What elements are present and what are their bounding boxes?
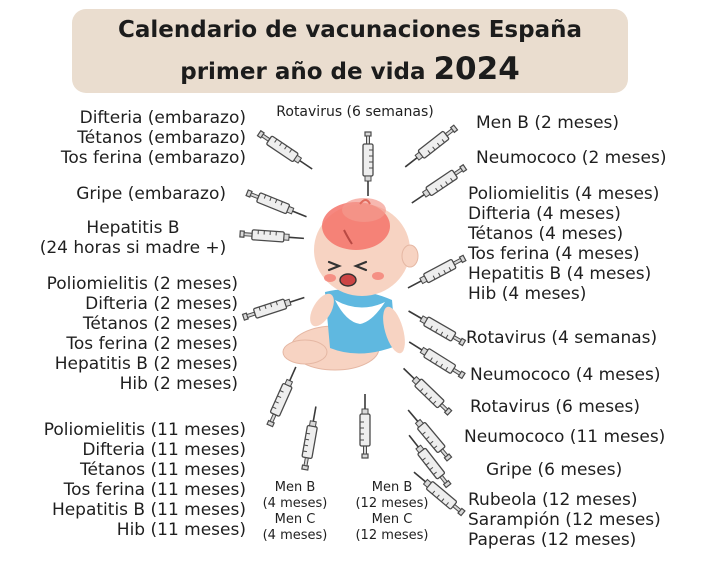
syringe-icon <box>360 394 370 458</box>
label-line: Men C <box>371 512 413 527</box>
title-subtitle: primer año de vida <box>180 59 426 85</box>
label-line: Tétanos (4 meses) <box>468 224 624 244</box>
label-line: Men C <box>274 512 316 527</box>
label-line: Hib (11 meses) <box>116 520 246 540</box>
label-line: Difteria (11 meses) <box>82 440 246 460</box>
syringe-icon <box>265 365 300 428</box>
label-neumococo-11-meses: Neumococo (11 meses) <box>464 427 666 447</box>
label-line: Poliomielitis (2 meses) <box>46 274 238 294</box>
label-line: (4 meses) <box>262 496 328 511</box>
syringe-icon <box>300 406 321 471</box>
label-line: Difteria (2 meses) <box>85 294 238 314</box>
label-line: Difteria (embarazo) <box>79 108 246 128</box>
label-rotavirus-6-meses: Rotavirus (6 meses) <box>470 397 641 417</box>
syringe-icon <box>256 129 315 173</box>
label-line: Tos ferina (11 meses) <box>63 480 246 500</box>
syringe-icon <box>242 293 306 322</box>
label-group-12-meses <box>468 490 661 550</box>
label-line: Men B <box>371 480 413 495</box>
label-line: Rubeola (12 meses) <box>468 490 638 510</box>
label-line: (4 meses) <box>262 528 328 543</box>
label-line: Tos ferina (embarazo) <box>60 148 246 168</box>
label-group-11-meses <box>10 420 246 540</box>
label-group-embarazo <box>20 108 246 168</box>
title-year: 2024 <box>433 51 520 87</box>
syringe-icon <box>406 307 466 348</box>
label-line: Tétanos (embarazo) <box>77 128 246 148</box>
label-line: (24 horas si madre +) <box>39 238 227 258</box>
label-line: Tos ferina (4 meses) <box>468 244 640 264</box>
label-line: Sarampión (12 meses) <box>468 510 661 530</box>
label-neumococo-2-meses: Neumococo (2 meses) <box>476 148 667 168</box>
label-hepatitis-b-24h <box>20 218 246 258</box>
label-gripe-embarazo: Gripe (embarazo) <box>76 184 226 204</box>
label-line: Hib (4 meses) <box>468 284 587 304</box>
syringe-icon <box>363 132 373 196</box>
label-group-4-meses <box>468 184 659 304</box>
label-line: Hepatitis B (4 meses) <box>468 264 652 284</box>
label-line: Tos ferina (2 meses) <box>66 334 238 354</box>
label-line: Paperas (12 meses) <box>468 530 637 550</box>
label-line: Men B <box>274 480 316 495</box>
label-men-12-meses <box>344 480 440 544</box>
syringe-icon <box>245 188 308 221</box>
label-line: Hepatitis B (2 meses) <box>54 354 238 374</box>
label-gripe-6-meses: Gripe (6 meses) <box>486 460 623 480</box>
label-group-2-meses <box>20 274 238 394</box>
syringe-icon <box>409 163 468 207</box>
label-line: Hepatitis B (11 meses) <box>51 500 246 520</box>
label-line: Tétanos (11 meses) <box>80 460 246 480</box>
label-line: Hib (2 meses) <box>119 374 238 394</box>
label-rotavirus-6-semanas: Rotavirus (6 semanas) <box>276 104 434 120</box>
syringe-icon <box>402 124 459 171</box>
label-neumococo-4-meses: Neumococo (4 meses) <box>470 365 661 385</box>
syringe-icon <box>400 365 453 417</box>
label-rotavirus-4-semanas: Rotavirus (4 semanas) <box>466 328 658 348</box>
label-line: Difteria (4 meses) <box>468 204 621 224</box>
label-line: (12 meses) <box>355 528 429 543</box>
label-men-b-2-meses: Men B (2 meses) <box>476 113 620 133</box>
title-line-1: Calendario de vacunaciones España <box>117 17 583 43</box>
label-line: Poliomielitis (4 meses) <box>468 184 660 204</box>
label-line: (12 meses) <box>355 496 429 511</box>
label-men-4-meses <box>252 480 338 544</box>
label-line: Tétanos (2 meses) <box>82 314 238 334</box>
label-line: Hepatitis B <box>86 218 180 238</box>
syringe-icon <box>240 229 305 243</box>
label-line: Poliomielitis (11 meses) <box>43 420 246 440</box>
crying-baby-illustration <box>283 198 418 370</box>
syringe-icon <box>407 338 467 380</box>
